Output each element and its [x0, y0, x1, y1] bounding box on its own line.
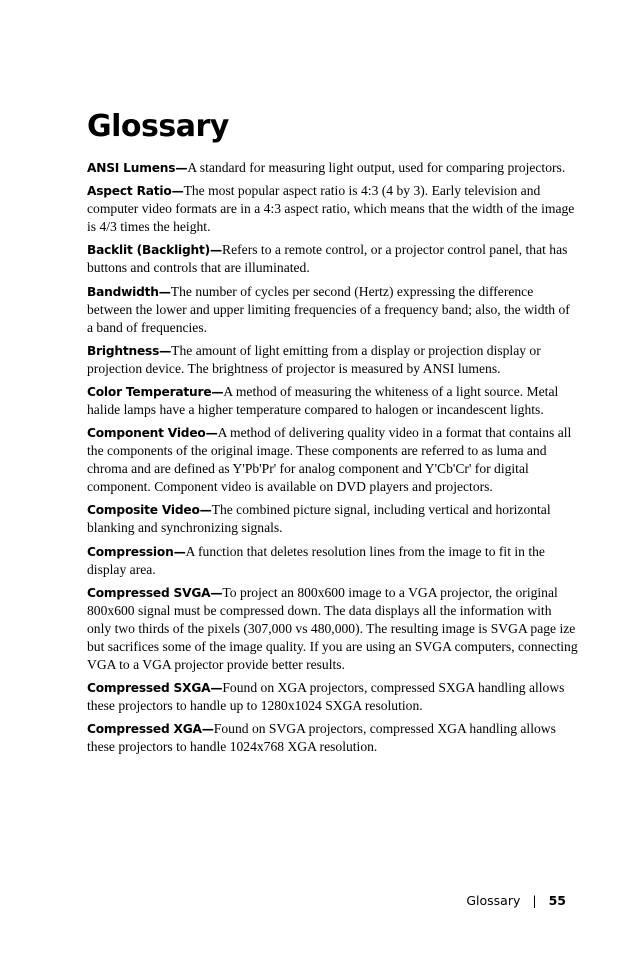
page-number: 55	[548, 893, 566, 908]
glossary-definition: A standard for measuring light output, used for comparing projectors.	[187, 160, 566, 175]
page-title: Glossary	[87, 109, 229, 144]
glossary-term: Brightness	[87, 343, 160, 358]
em-dash: —	[171, 184, 184, 199]
glossary-entries	[87, 159, 578, 761]
em-dash: —	[211, 384, 224, 399]
glossary-term: ANSI Lumens	[87, 161, 176, 175]
glossary-definition: A method of measuring the whiteness of a light source. Metal halide lamps have a higher temperature compared to halogen or incandescent lights.	[87, 383, 559, 417]
glossary-definition: Found on SVGA projectors, compressed XGA handling allows these projectors to handle 1024x768 XGA resolution.	[87, 721, 556, 755]
glossary-term: Bandwidth	[87, 284, 159, 299]
glossary-term: Composite Video	[87, 503, 200, 518]
glossary-term: Compressed SVGA	[87, 585, 211, 600]
glossary-term: Color Temperature	[87, 384, 212, 399]
glossary-entry	[87, 159, 578, 177]
glossary-definition: A function that deletes resolution lines from the image to fit in the display area.	[87, 543, 545, 577]
glossary-entry	[87, 424, 578, 496]
glossary-term: Aspect Ratio	[87, 184, 172, 199]
glossary-definition: Refers to a remote control, or a projector control panel, that has buttons and controls that are illuminated.	[87, 242, 568, 276]
em-dash: —	[210, 243, 223, 258]
glossary-entry	[87, 241, 578, 277]
glossary-definition: The amount of light emitting from a display or projection display or projection device. The brightness of projector is measured by ANSI lumens.	[87, 342, 541, 376]
glossary-term: Compressed XGA	[87, 722, 202, 737]
glossary-term: Backlit (Backlight)	[87, 243, 211, 258]
em-dash: —	[158, 284, 171, 299]
em-dash: —	[210, 585, 223, 600]
em-dash: —	[205, 426, 218, 441]
page-footer	[466, 893, 566, 909]
glossary-entry	[87, 543, 578, 579]
glossary-term: Component Video	[87, 426, 206, 441]
em-dash: —	[199, 503, 212, 518]
em-dash: —	[173, 544, 186, 559]
glossary-definition: A method of delivering quality video in a format that contains all the components of the original image. These components are referred to as luma and chroma and are defined as Y'Pb'Pr' for analog component and Y'Cb'Cr' for digital component. Component video is available on DVD players and projectors.	[87, 425, 572, 495]
glossary-entry	[87, 182, 578, 236]
glossary-definition: The combined picture signal, including vertical and horizontal blanking and synchronizing signals.	[87, 502, 551, 536]
glossary-definition: Found on XGA projectors, compressed SXGA handling allows these projectors to handle up to 1280x1024 SXGA resolution.	[87, 679, 565, 713]
glossary-definition: The number of cycles per second (Hertz) expressing the difference between the lower and upper limiting frequencies of a frequency band; also, the width of a band of frequencies.	[87, 283, 570, 335]
em-dash: —	[201, 722, 214, 737]
em-dash: —	[175, 161, 188, 175]
glossary-term: Compressed SXGA	[87, 680, 211, 695]
glossary-entry	[87, 679, 578, 715]
glossary-definition: The most popular aspect ratio is 4:3 (4 by 3). Early television and computer video formats are in a 4:3 aspect ratio, which means that the width of the image is 4/3 times the height.	[87, 183, 575, 235]
em-dash: —	[210, 680, 223, 695]
glossary-entry	[87, 283, 578, 337]
footer-section-title: Glossary	[466, 893, 521, 908]
glossary-entry	[87, 720, 578, 756]
glossary-entry	[87, 501, 578, 537]
glossary-term: Compression	[87, 544, 174, 559]
glossary-definition: To project an 800x600 image to a VGA projector, the original 800x600 signal must be compressed down. The data displays all the information with only two thirds of the pixels (307,000 vs 480,000). The resulting image is SVGA page ize but sacrifices some of the image quality. If you are using an SVGA computers, connecting VGA to a VGA projector provide better results.	[87, 584, 578, 672]
glossary-entry	[87, 342, 578, 378]
footer-divider: |	[532, 893, 537, 908]
em-dash: —	[159, 343, 172, 358]
glossary-entry	[87, 383, 578, 419]
glossary-entry	[87, 584, 578, 674]
